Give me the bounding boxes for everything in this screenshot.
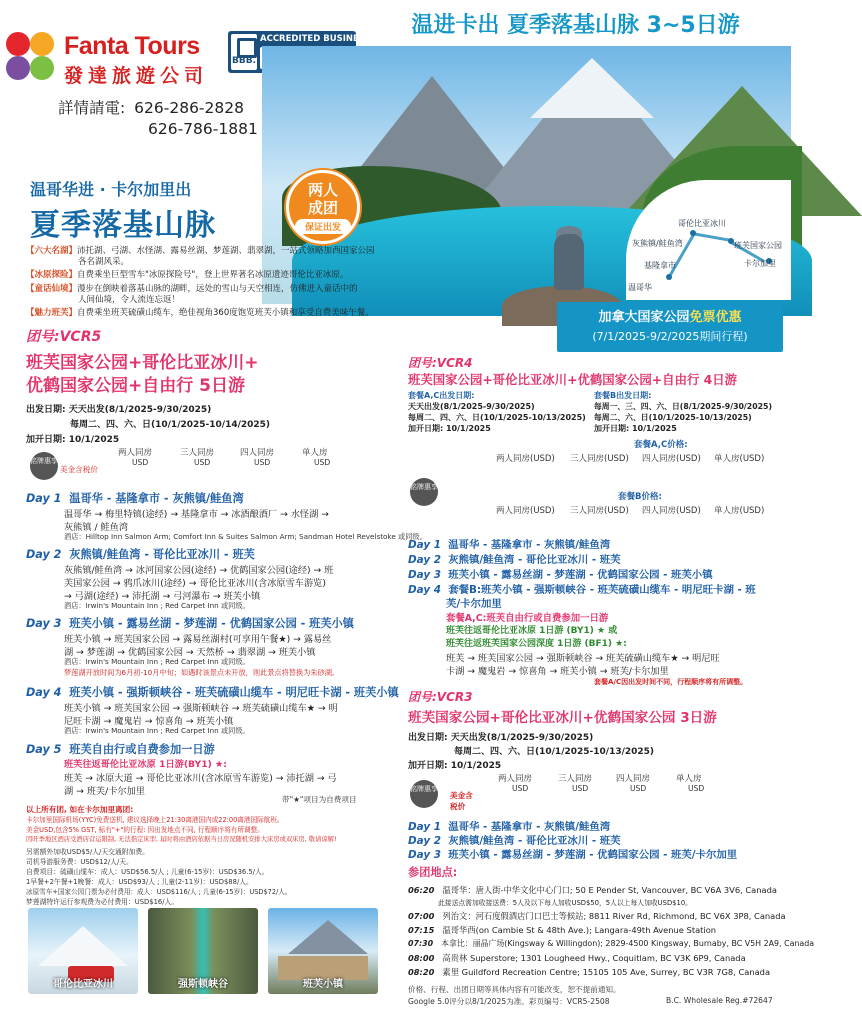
phone-label: 詳情請電: [58,99,126,117]
vcr3-add: 加开日期: 10/1/2025 [408,761,502,771]
itinerary-line: 芙国家公园 → 鸦爪冰川(途经) → 哥伦比亚冰川(含冰原雪车游览) [64,578,326,589]
vcr4-b-dep-2: 每周二、六、日(10/1/2025-10/13/2025) [594,413,752,422]
hotel-line: 酒店：Irwin's Mountain Inn ; Red Carpet Inn 或同级。 [64,601,250,610]
itinerary-line: 灰熊镇/鲑鱼湾 → 冰河国家公园(途经) → 优鹤国家公园(途经) → 班 [64,565,334,576]
vcr4-ac-add: 加开日期: 10/1/2025 [408,424,491,433]
vcr3-dep-2: 每周二、四、六、日(10/1/2025-10/13/2025) [454,747,655,757]
vcr4-ac-label: 套餐A,C出发日期: [408,391,475,400]
usd-label: USD [688,784,705,793]
usd-label: USD [630,784,647,793]
feature-item: 【童话仙境】漫步在倒映着落基山脉的湖畔，远处的雪山与天空相连，仿佛进入童话中的 [26,284,358,294]
vcr4-header-quad-b: 四人同房(USD) [642,506,701,516]
logo-chinese-name: 發達旅遊公司 [64,65,209,87]
vcr4-day-3-title: Day 3 班芙小镇 - 露易丝湖 - 梦莲湖 - 优鹤国家公园 - 班芙小镇 [408,569,713,581]
badge-line-2: 成团 [307,199,338,217]
vcr4-header-triple-b: 三人同房(USD) [570,506,629,516]
vcr3-group-code: 团号:VCR3 [408,690,473,704]
itinerary-line: 班芙小镇 → 班芙国家公园 → 强斯顿峡谷 → 班芙硫磺山缆车★ → 明 [64,703,338,714]
vcr4-day-1-title: Day 1 温哥华 - 基隆拿市 - 灰熊镇/鲑鱼湾 [408,539,611,551]
feature-item: 【魅力班芙】自费乘坐班芙硫磺山缆车，绝佳视角360度饱览班芙小镇和享受自费美味午餐。 [26,308,374,318]
vcr4-b-label: 套餐B出发日期: [594,391,652,400]
route-subtitle: 温哥华进 · 卡尔加里出 [30,180,192,199]
star-note: 带"★"项目为自费项目 [282,795,357,804]
phone-number-1[interactable]: 626-286-2828 [134,99,244,117]
vcr3-header-triple: 三人同房 [558,774,593,784]
bbb-accredited: ACCREDITED BUSINESS [260,34,371,44]
vcr5-header-twin: 两人同房 [118,448,153,458]
photo-banff-town [268,908,378,994]
map-label-revelstoke: 灰熊镇/鲑鱼湾 [632,239,683,248]
vcr4-day-4-cont: 芙/卡尔加里 [446,598,502,610]
vcr5-day-1-title: Day 1 温哥华 - 基隆拿市 - 灰熊镇/鲑鱼湾 [26,492,244,505]
pickup-row: 07:15 温哥华西(on Cambie St & 48th Ave.); Langara-49th Avenue Station [408,925,717,935]
footer-disclaimer: 价格、行程、出团日期等具体内容有可能改变，恕不提前通知。 [408,985,621,994]
note-line: 自费项目：硫磺山缆车：成人：USD$56.5/人 ; 儿童(6-15岁)：USD$36.5/人。 [26,868,269,876]
vcr4-b-dep-1: 每周一、三、四、六、日(8/1/2025-9/30/2025) [594,402,773,411]
note-line: 司机导游服务费：USD$12/人/天。 [26,858,133,866]
pickup-title: 参团地点: [408,866,458,879]
itinerary-line: 湖 → 梦莲湖 → 优鹤国家公园 → 天然桥 → 翡翠湖 → 班芙小镇 [64,647,316,658]
logo-name: Fanta Tours [64,32,200,60]
vcr4-header-triple: 三人同房(USD) [570,454,629,464]
itinerary-line: 温哥华 → 梅里特镇(途经) → 基隆拿市 → 冰酒酿酒厂 → 水怪湖 → [64,509,329,520]
usd-label: USD [314,458,331,467]
vcr5-day-3-title: Day 3 班芙小镇 - 露易丝湖 - 梦莲湖 - 优鹤国家公园 - 班芙小镇 [26,617,354,630]
free-banner-lead: 加拿大国家公园 [598,310,690,325]
itinerary-line: → 弓湖(途经) → 沛托湖 → 弓河瀑布 → 班芙小镇 [64,591,261,602]
feature-item: 人间仙境，令人流连忘返！ [78,295,181,305]
note-line: 冰原雪车+国家公园门票为必付费用：成人：USD$116/人 ; 儿童(6-15岁)：USD$72/人。 [26,888,292,896]
footer-google: Google 5.0评分以8/1/2025为准。彩页编号：VCR5-2508 [408,997,610,1006]
vcr3-title: 班芙国家公园+哥伦比亚冰川+优鹤国家公园 3日游 [408,710,717,726]
season-note: 梦莲湖开放时间为6月初-10月中旬；如遇时该景点未开放，则此景点将替换为朱砂湖。 [64,668,340,677]
vcr4-header-quad: 四人同房(USD) [642,454,701,464]
page-title: 夏季落基山脉 [30,208,216,243]
vcr3-usd-caption: 美金含税价 [450,791,473,811]
vcr5-title-2: 优鹤国家公园+自由行 5日游 [26,376,245,396]
badge-line-1: 两人 [307,181,338,199]
vcr4-header-single-b: 单人房(USD) [714,506,765,516]
usd-label: USD [572,784,589,793]
hotel-line: 酒店：Irwin's Mountain Inn ; Red Carpet Inn 或同级。 [64,726,250,735]
note-line: 因旺季地区酒店受酒店营运限制, 无法指定床型, 届时将由酒店依据当日房况随机安排大床房或双床房, 敬请谅解! [26,836,337,843]
map-label-calgary: 卡尔加里 [744,259,776,268]
usd-label: USD [132,458,149,467]
note-line: 美金USD,包含5% GST, 标有"+"的行程: 因出发地点不同, 行程顺序将有所调整。 [26,826,264,834]
vcr4-ac-dep-1: 天天出发(8/1/2025-9/30/2025) [408,402,535,411]
itinerary-line: 卡湖 → 魔鬼岩 → 惊喜角 → 班芙小镇 → 班芙/卡尔加里 [446,666,669,677]
phone-number-2[interactable]: 626-786-1881 [148,120,258,138]
medal-icon: 铭牌惠享 [410,780,438,808]
vcr5-day-5-title: Day 5 班芙自由行或自费参加一日游 [26,743,215,756]
vcr4-title: 班芙国家公园+哥伦比亚冰川+优鹤国家公园+自由行 4日游 [408,372,738,387]
vcr3-day-3-title: Day 3 班芙小镇 - 露易丝湖 - 梦莲湖 - 优鹤国家公园 - 班芙/卡尔加里 [408,849,738,861]
note-line: 以上所有团, 如在卡尔加里离团: [26,805,134,814]
vcr4-b-price-label: 套餐B价格: [618,492,662,502]
footer-registration: B.C. Wholesale Reg.#72647 [666,996,773,1005]
map-label-glacier: 哥伦比亚冰川 [678,219,726,228]
hotel-line: 酒店：Irwin's Mountain Inn ; Red Carpet Inn 或同级。 [64,657,250,666]
map-label-kelowna: 基隆拿市 [644,261,676,270]
vcr5-header-triple: 三人同房 [180,448,215,458]
feature-item: 【冰原探险】自费乘坐巨型雪车"冰原探险号"，登上世界著名冰原遗迹哥伦比亚冰原。 [26,270,349,280]
medal-icon: 铭牌惠享 [410,478,438,506]
vcr4-header-twin-b: 两人同房(USD) [496,506,555,516]
free-park-banner [557,302,783,352]
phone-line-1 [58,96,244,118]
pickup-row: 此接送点需加收接送费：5人及以下每人加收USD$50，5人以上每人加收USD$10。 [438,899,692,907]
vcr4-ac-price-label: 套餐A,C价格: [634,440,688,450]
vcr5-day-2-title: Day 2 灰熊镇/鲑鱼湾 - 哥伦比亚冰川 - 班芙 [26,548,255,561]
note-line: 卡尔加里国际机场(YYC)免费送机, 建议选择晚上21:30离港国内或22:00离港国际航班。 [26,816,284,824]
usd-label: USD [254,458,271,467]
guaranteed-badge [286,170,360,244]
vcr3-header-single: 单人房 [676,774,702,784]
vcr3-header-quad: 四人同房 [616,774,651,784]
vcr4-day-4-option: 套餐A,C:班芙自由行或自费参加一日游 [446,613,609,624]
free-banner-dates: (7/1/2025-9/2/2025期间行程) [592,330,748,343]
vcr4-day-4-option: 班芙往返班芙国家公园深度 1日游 (BF1) ★: [446,639,627,649]
vcr4-day-4-option: 班芙往返哥伦比亚冰原 1日游 (BY1) ★ 或 [446,626,618,636]
feature-item: 【六大名湖】沛托湖、弓湖、水怪湖、露易丝湖、梦莲湖、翡翠湖，一站式领略加西国家公园 [26,246,375,256]
headline: 温进卡出 夏季落基山脉 3~5日游 [411,13,740,38]
badge-line-3: 保证出发 [295,219,351,234]
vcr5-title-1: 班芙国家公园+哥伦比亚冰川+ [26,353,259,373]
map-label-vancouver: 温哥华 [628,283,652,292]
pickup-row: 08:20 素里 Guildford Recreation Centre; 15105 105 Ave, Surrey, BC V3R 7G8, Canada [408,967,771,977]
map-label-banff: 班芙国家公园 [734,241,782,250]
itinerary-line: 湖 → 班芙/卡尔加里 [64,786,145,797]
vcr4-header-single: 单人房(USD) [714,454,765,464]
itinerary-line: 尼旺卡湖 → 魔鬼岩 → 惊喜角 → 班芙小镇 [64,716,234,727]
company-logo [6,30,221,90]
medal-icon: 铭牌惠享 [30,452,58,480]
photo-caption: 班芙小镇 [303,979,343,990]
vcr5-dep-1: 出发日期: 天天出发(8/1/2025-9/30/2025) [26,405,212,415]
vcr5-header-quad: 四人同房 [240,448,275,458]
pickup-row: 07:00 列治文：河石度假酒店门口巴士等候站; 8811 River Rd, Richmond, BC V6X 3P8, Canada [408,911,786,921]
vcr4-day-4-title: Day 4 套餐B:班芙小镇 - 强斯顿峡谷 - 班芙硫磺山缆车 - 明尼旺卡湖 - 班 [408,584,756,596]
itinerary-line: 班芙小镇 → 班芙国家公园 → 露易丝湖村(可享用午餐★) → 露易丝 [64,634,332,645]
pickup-row: 07:30 本拿比：丽晶广场(Kingsway & Willingdon); 2829-4500 Kingsway, Burnaby, BC V5H 2A9, Canada [408,939,815,948]
vcr4-order-note: 套餐A/C因出发时间不同，行程顺序将有所调整。 [594,678,748,686]
vcr4-day-2-title: Day 2 灰熊镇/鲑鱼湾 - 哥伦比亚冰川 - 班芙 [408,554,621,566]
photo-caption: 哥伦比亚冰川 [53,979,113,990]
itinerary-line: 灰熊镇 / 鲑鱼湾 [64,522,129,533]
free-banner-highlight: 免票优惠 [689,310,742,325]
photo-caption: 强斯顿峡谷 [178,979,228,990]
itinerary-line: 班芙 → 冰原大道 → 哥伦比亚冰川(含冰原雪车游览) → 沛托湖 → 弓 [64,773,337,784]
itinerary-line: 班芙 → 班芙国家公园 → 强斯顿峡谷 → 班芙硫磺山缆车★ → 明尼旺 [446,653,720,664]
feature-item: 各名湖风采。 [78,257,130,267]
vcr5-dep-2: 每周二、四、六、日(10/1/2025-10/14/2025) [70,420,271,430]
vcr5-add: 加开日期: 10/1/2025 [26,435,120,445]
pickup-row: 06:20 温哥华：唐人街-中华文化中心门口; 50 E Pender St, Vancouver, BC V6A 3V6, Canada [408,885,777,895]
bbb-seal-icon: BBB. [231,34,257,70]
vcr3-day-1-title: Day 1 温哥华 - 基隆拿市 - 灰熊镇/鲑鱼湾 [408,821,611,833]
vcr3-header-twin: 两人同房 [498,774,533,784]
vcr4-header-twin: 两人同房(USD) [496,454,555,464]
pickup-row: 08:00 高贵林 Superstore; 1301 Lougheed Hwy., Coquitlam, BC V3K 6P9, Canada [408,953,746,963]
note-line: 另需额外加收USD$5/人/天交通附加费。 [26,848,149,856]
note-line: 梦莲湖特许运行参观费为必付费用：USD$16/人。 [26,898,179,906]
vcr4-b-add: 加开日期: 10/1/2025 [594,424,677,433]
photo-canyon [148,908,258,994]
hotel-line: 酒店：Hilltop Inn Salmon Arm; Comfort Inn & Suites Salmon Arm; Sandman Hotel Revelstoke 或同级。 [64,532,427,541]
day-5-option: 班芙往返哥伦比亚冰原 1日游(BY1) ★: [64,759,227,770]
vcr4-group-code: 团号:VCR4 [408,356,473,370]
vcr5-usd-caption: 美金含税价 [60,465,98,474]
vcr3-dep-1: 出发日期: 天天出发(8/1/2025-9/30/2025) [408,733,594,743]
vcr5-group-code: 团号:VCR5 [26,329,102,345]
logo-circles-icon [6,32,62,84]
usd-label: USD [512,784,529,793]
vcr3-day-2-title: Day 2 灰熊镇/鲑鱼湾 - 哥伦比亚冰川 - 班芙 [408,835,621,847]
usd-label: USD [194,458,211,467]
note-line: 1早餐+2午餐+1晚餐：成人：USD$93/人 ; 儿童(2-11岁)：USD$88/人。 [26,878,253,886]
vcr5-day-4-title: Day 4 班芙小镇 - 强斯顿峡谷 - 班芙硫磺山缆车 - 明尼旺卡湖 - 班芙小镇 [26,686,399,699]
vcr5-header-single: 单人房 [302,448,328,458]
vcr4-ac-dep-2: 每周二、四、六、日(10/1/2025-10/13/2025) [408,413,586,422]
photo-glacier [28,908,138,994]
